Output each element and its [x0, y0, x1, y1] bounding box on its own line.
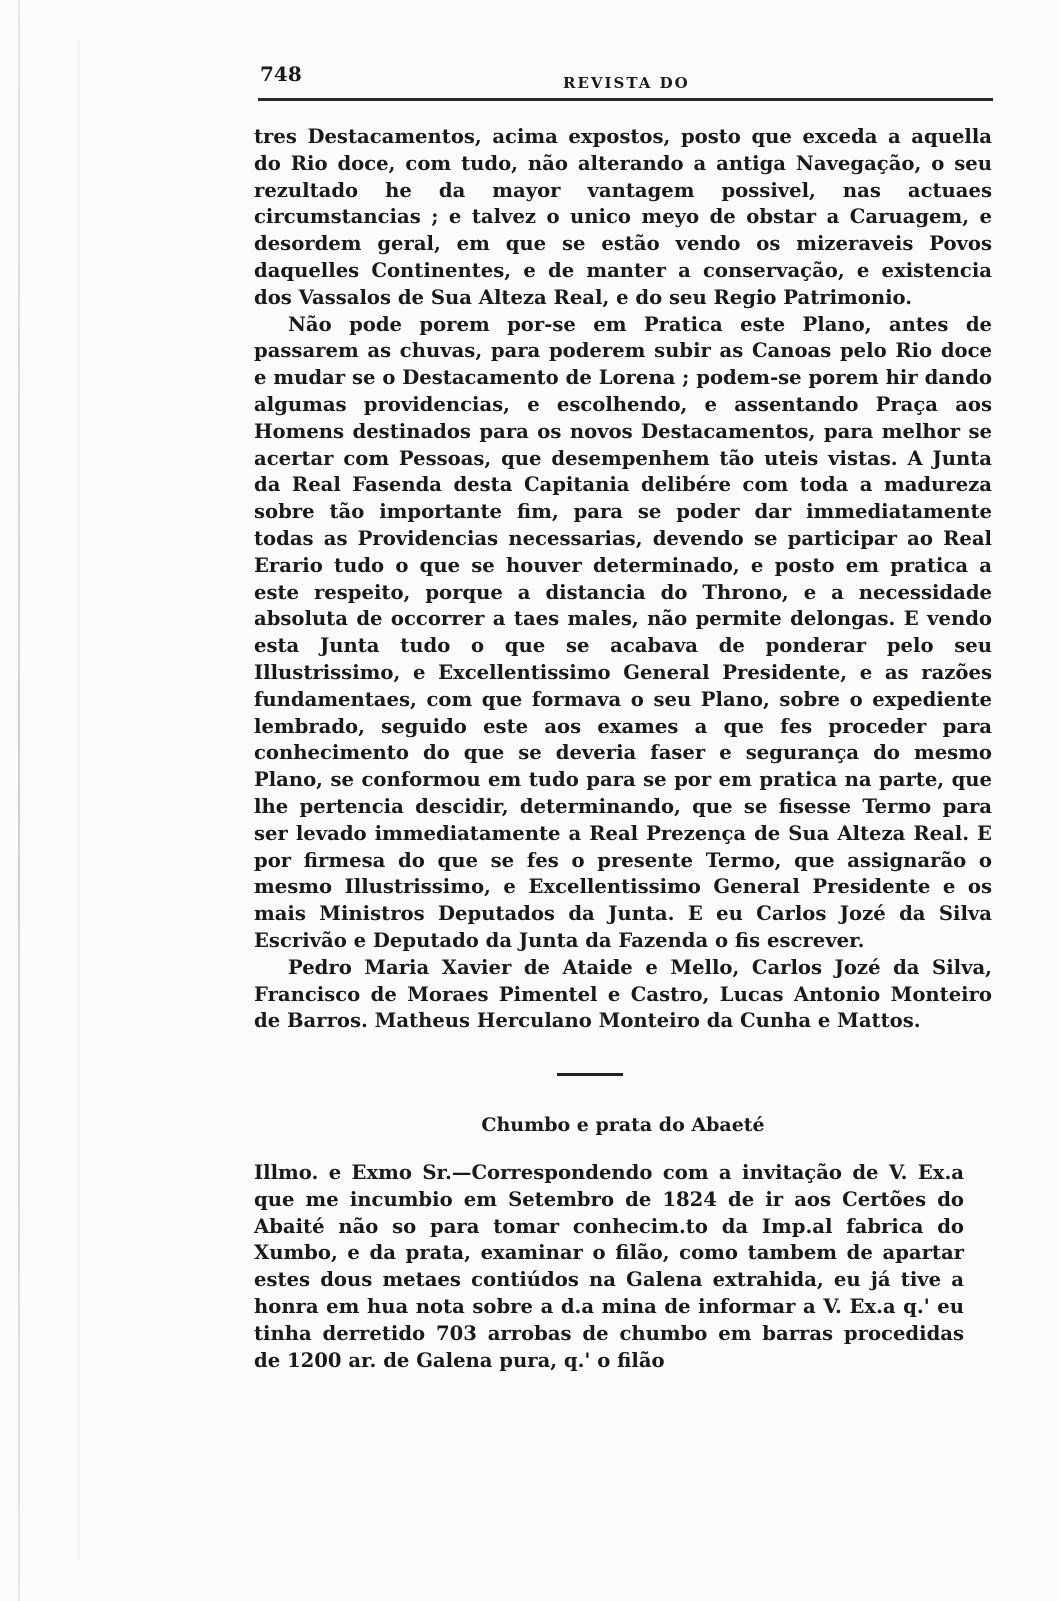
paragraph-continued: tres Destacamentos, acima expostos, posto que exceda a aquella do Rio doce, com tudo, não alterando a antiga Navegação, o seu rezultado he da mayor vantagem possivel, nas actuaes circumstancias ; e talvez o unico meyo de obstar a Caruagem, e desordem geral, em que se estão vendo os mizeraveis Povos daquelles Continentes, e de manter a conservação, e existencia dos Vassalos de Sua Alteza Real, e do seu Regio Patrimonio. [254, 125, 992, 309]
page-number: 748 [260, 62, 302, 86]
scan-fold-line [78, 40, 79, 1560]
paragraph: Não pode porem por-se em Pratica este Plano, antes de passarem as chuvas, para poderem subir as Canoas pelo Rio doce e mudar se o Destacamento de Lorena ; podem-se porem hir dando algumas providencias, e escolhendo, e assentando Praça aos Homens destinados para os novos Destacamentos, para melhor se acertar com Pessoas, que desempenhem tão uteis vistas. A Junta da Real Fasenda desta Capitania delibére com toda a madureza sobre tão importante fim, para se poder dar immediatamente todas as Providencias necessarias, devendo se participar ao Real Erario tudo o que se houver determinado, e posto em pratica a este respeito, porque a distancia do Throno, e a necessidade absoluta de occorrer a taes males, não permite delongas. E vendo esta Junta tudo o que se acabava de ponderar pelo seu Illustrissimo, e Excellentissimo General Presidente, e as razões fundamentaes, com que formava o seu Plano, sobre o expediente lembrado, seguido este aos exames a que fes proceder para conhecimento do que se deveria faser e segurança do mesmo Plano, se conformou em tudo para se por em pratica na parte, que lhe pertencia descidir, determinando, que se fisesse Termo para ser levado immediatamente a Real Prezença de Sua Alteza Real. E por firmesa do que se fes o presente Termo, que assignarão o mesmo Illustrissimo, e Excellentissimo General Presidente e os mais Ministros Deputados da Junta. E eu Carlos Jozé da Silva Escrivão e Deputado da Junta da Fazenda o fis escrever. [254, 312, 992, 952]
section-paragraph: Illmo. e Exmo Sr.—Correspondendo com a invitação de V. Ex.a que me incumbio em Setembro de 1824 de ir aos Certões do Abaité não so para tomar conhecim.to da Imp.al fabrica do Xumbo, e da prata, examinar o filão, como tambem de apartar estes dous metaes contiúdos na Galena extrahida, eu já tive a honra em hua nota sobre a d.a mina de informar a V. Ex.a q.' eu tinha derretido 703 arrobas de chumbo em barras procedidas de 1200 ar. de Galena pura, q.' o filão [254, 1161, 964, 1372]
section-divider [557, 1073, 623, 1076]
running-head: REVISTA DO [563, 74, 690, 92]
section-body [254, 1160, 964, 1374]
page-header [258, 62, 993, 101]
section-title: Chumbo e prata do Abaeté [481, 1114, 765, 1136]
paragraph-signatories: Pedro Maria Xavier de Ataide e Mello, Carlos Jozé da Silva, Francisco de Moraes Pimentel e Castro, Lucas Antonio Monteiro de Barros. Matheus Herculano Monteiro da Cunha e Mattos. [254, 955, 992, 1033]
scan-edge-line [18, 0, 20, 1601]
body-text [254, 124, 992, 1035]
